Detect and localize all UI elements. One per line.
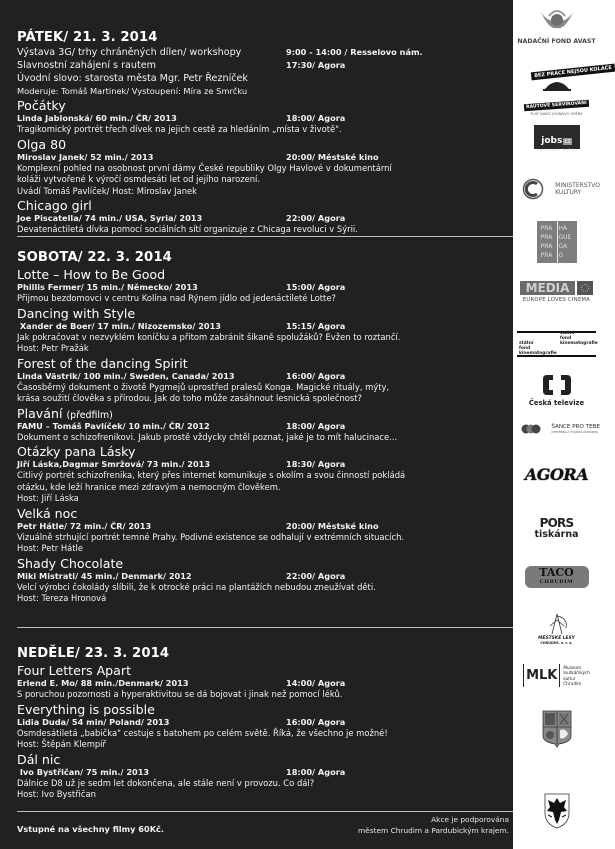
mlk-label: MLK [523, 664, 560, 687]
avast-label: NADAČNÍ FOND AVAST [517, 38, 596, 45]
agora-label: AGORA [524, 465, 589, 484]
day-saturday [17, 249, 513, 605]
film-time: 15:00/ Agora [286, 282, 346, 292]
coat-of-arms-icon [542, 710, 572, 748]
film-meta-row [17, 571, 513, 582]
film-meta: Joe Piscatella/ 74 min./ USA, Syria/ 2013 [17, 213, 203, 223]
praha-left: PRA [540, 243, 553, 250]
film-title: Dancing with Style [17, 305, 136, 321]
day-friday [17, 29, 513, 236]
praha-left: PRA [540, 225, 553, 232]
film-description: S poruchou pozornosti a hyperaktivitou se dá bojovat i jinak než pomocí léků. [17, 689, 343, 699]
film-time: 16:00/ Agora [286, 716, 346, 727]
sponsor-sidebar [513, 0, 613, 849]
logo-pardubicky-kraj [513, 710, 600, 748]
sfk-line: kinematografie [560, 341, 598, 346]
film-description: Přijmou bezdomovci v centru Kolína nad Rýnem jídlo od jedenáctileté Lotte? [17, 293, 336, 303]
film [17, 555, 513, 605]
lesy-line: MĚSTSKÉ LESY [538, 636, 575, 641]
logo-pors [513, 517, 600, 540]
support-note [358, 814, 509, 836]
film-title: Plavání [17, 405, 63, 421]
bez-prace-top: BEZ PRÁCE NEJSOU KOLÁČE [531, 64, 615, 81]
support-line: Akce je podporována [431, 815, 509, 824]
film-meta-row [17, 459, 513, 470]
divider [17, 627, 513, 628]
film-title: Four Letters Apart [17, 663, 132, 678]
logo-ministerstvo-kultury [513, 178, 600, 200]
bez-prace-sub: PLAT NAVÍC JOHNOVO ZVĚŘE [530, 112, 583, 116]
film-meta: Miroslav Janek/ 52 min./ 2013 [17, 151, 154, 162]
mk-text [555, 182, 600, 196]
taco-label: TACO [539, 566, 574, 579]
film-meta-row [17, 767, 513, 778]
admission-note: Vstupné na všechny filmy 60Kč. [17, 824, 165, 834]
cloche-icon [542, 77, 572, 91]
mlk-line: Muzeum [563, 664, 582, 670]
sance-label: ŠANCE PRO TEBE [551, 424, 600, 430]
bez-prace-main: RAUTOVÉ SERVÍROVÁNÍ [524, 100, 589, 112]
jobs-label: jobs [541, 136, 563, 146]
praha-left: PRA [540, 252, 553, 259]
eagle-crest-icon [544, 793, 570, 829]
film-meta-row [17, 421, 513, 432]
mlk-line: Chrudim [563, 680, 582, 686]
film [17, 97, 513, 136]
film [17, 751, 513, 801]
logo-chrudim [513, 793, 600, 829]
film-host: Host: Ivo Bystřičan [17, 789, 96, 799]
film-meta: FAMU – Tomáš Pavlíček/ 10 min./ ČR/ 2012 [17, 420, 210, 431]
film-title: Počátky [17, 98, 66, 113]
film [17, 355, 513, 405]
film-description: koláži vytvořené k výročí osmdesáti let od jejího narození. [17, 174, 261, 184]
day-title: NEDĚLE/ 23. 3. 2014 [17, 646, 170, 661]
pors-top: PORS [539, 516, 574, 530]
sfk-left [519, 341, 557, 356]
film [17, 266, 513, 305]
ct-label: Česká televize [528, 399, 585, 407]
film-time: 16:00/ Agora [286, 370, 346, 381]
sfk-line: státní [560, 331, 575, 336]
eu-stars-icon [577, 281, 593, 295]
jobs-sub: inspirujeme k úspěchu [536, 148, 577, 152]
film [17, 405, 513, 444]
film-title: Forest of the dancing Spirit [17, 355, 188, 371]
film-title: Otázky pana Lásky [17, 444, 136, 459]
taco-box [525, 566, 589, 588]
film-time: 22:00/ Agora [286, 570, 346, 581]
film-description: Velcí výrobci čokolády slíbili, že k otrocké práci na plantážích nebudou zneužívat děti. [17, 581, 376, 592]
praha-right: GA [558, 243, 568, 250]
film-description: Časosběrný dokument o životě Pygmejů uprostřed pralesů Konga. Magické rituály, mýty, [17, 381, 390, 392]
praha-left: PRA [540, 234, 553, 241]
film-description: Vizuálně strhující portrét temné Prahy. Podivné existence se odhalují v extrémních situacích. [17, 531, 405, 542]
film-meta-row [17, 113, 513, 124]
film-host: Uvádí Tomáš Pavlíček/ Host: Miroslav Janek [17, 185, 198, 196]
film-time: 14:00/ Agora [286, 678, 346, 688]
film-meta-row [17, 152, 513, 163]
film-title: Shady Chocolate [17, 555, 124, 571]
media-label: MEDIA [520, 281, 575, 295]
film-time: 18:00/ Agora [286, 113, 346, 123]
taco-sub: CHRUDIM [539, 579, 574, 585]
film-description: Tragikomický portrét třech dívek na jejich cestě za hledáním „místa v životě". [17, 124, 342, 134]
film-meta-row [17, 321, 513, 332]
film [17, 305, 513, 355]
sance-sub: OTEVŘENÁ A TVOŘIVÁ KOMUNITA [551, 430, 599, 434]
film-meta: Lidia Duda/ 54 min/ Poland/ 2013 [17, 716, 170, 727]
film-meta-row [17, 717, 513, 728]
film [17, 136, 513, 198]
day-title: PÁTEK/ 21. 3. 2014 [17, 30, 158, 45]
intro-line: Moderuje: Tomáš Martinek/ Vystoupení: Míra ze Smrčku [17, 86, 248, 96]
praha-right: G [558, 252, 564, 259]
film-time: 18:30/ Agora [286, 459, 346, 469]
praha-box [537, 221, 577, 263]
film-meta: Ivo Bystřičan/ 75 min./ 2013 [17, 766, 150, 777]
film-meta: Linda Västrik/ 100 min./ Sweden, Canada/ 2013 [17, 370, 235, 381]
film-description: Osmdesátiletá „babička" cestuje s batohem po celém světě. Říká, že všechno je možné! [17, 727, 388, 738]
film-meta-row [17, 213, 513, 224]
film-title: Lotte – How to Be Good [17, 267, 166, 282]
film-description: krása soužití člověka s přírodou. Jak do toho může zasáhnout lesnická společnost? [17, 393, 363, 403]
sfk-line: státní [519, 341, 534, 346]
film-host: Host: Štěpán Klempíř [17, 739, 106, 749]
logo-media [513, 281, 600, 303]
film [17, 443, 513, 505]
film-host: Host: Petr Pražák [17, 343, 89, 353]
film-time: 20:00/ Městské kino [286, 520, 379, 531]
mlk-text [563, 665, 590, 687]
sance-icon [521, 424, 541, 434]
intro-row [17, 46, 513, 59]
media-sub: EUROPE LOVES CINEMA [522, 297, 591, 303]
film-time: 22:00/ Agora [286, 213, 346, 223]
sfk-line: fond [560, 336, 572, 341]
logo-praha [513, 221, 600, 263]
film-title-row [17, 405, 513, 421]
film-meta-row [17, 521, 513, 532]
film-host: Host: Petr Hátle [17, 543, 84, 553]
film-meta: Phillis Fermer/ 15 min./ Německo/ 2013 [17, 282, 198, 292]
intro-event: Výstava 3G/ trhy chráněných dílen/ workshopy [17, 47, 242, 58]
film-meta-row [17, 371, 513, 382]
film-meta-row [17, 678, 513, 689]
film [17, 701, 513, 751]
day-title: SOBOTA/ 22. 3. 2014 [17, 250, 172, 265]
film-title: Everything is possible [17, 701, 155, 717]
day-sunday [17, 645, 513, 801]
film-time: 18:00/ Agora [286, 766, 346, 777]
film [17, 505, 513, 555]
intro-line: Úvodní slovo: starosta města Mgr. Petr Řezníček [17, 73, 248, 84]
mk-line: KULTURY [555, 189, 582, 196]
avast-icon [537, 8, 577, 34]
logo-avast [513, 8, 600, 45]
film-host: Host: Tereza Hronová [17, 593, 107, 603]
logo-jobs [513, 125, 600, 155]
film-meta: Linda Jablonská/ 60 min./ ČR/ 2013 [17, 113, 177, 123]
film [17, 197, 513, 236]
praha-right: HA [558, 225, 568, 232]
intro-time: 9:00 - 14:00 / Resselovo nám. [286, 47, 423, 57]
film-subtitle: (předfilm) [66, 409, 113, 421]
jobs-badge: cz [564, 138, 571, 145]
film-description: Citlivý portrét schizofrenika, který přes internet komunikuje s okolím a svou činností pokládá [17, 470, 406, 480]
jobs-box [534, 125, 580, 152]
logo-ceska-televize [513, 374, 600, 407]
praha-right: GUE [558, 234, 572, 241]
intro-time: 17:30/ Agora [286, 60, 346, 70]
film-meta: Petr Hátle/ 72 min./ ČR/ 2013 [17, 520, 152, 531]
film-meta: Xander de Boer/ 17 min./ Nizozemsko/ 2013 [17, 320, 221, 331]
lesy-line: CHRUDIM, s. r. o. [540, 641, 573, 645]
mlk-line: kultur [563, 675, 576, 681]
film-meta: Jiří Láska,Dagmar Smržová/ 73 min./ 2013 [17, 459, 211, 469]
film-description: Jak pokračovat v nezvyklém koníčku a přitom zabránit šikaně spolužáků? Evžen to roztančí. [17, 331, 401, 342]
mk-c-icon [522, 178, 544, 200]
film-title: Velká noc [17, 505, 78, 521]
support-line: městem Chrudim a Pardubickým krajem. [357, 826, 509, 835]
divider [17, 236, 513, 237]
film-title: Olga 80 [17, 136, 67, 152]
ct-icon [542, 374, 572, 396]
mk-line: MINISTERSTVO [555, 182, 600, 189]
film-title: Dál nic [17, 751, 61, 767]
film-meta-row [17, 282, 513, 293]
film-time: 15:15/ Agora [286, 320, 346, 331]
film [17, 662, 513, 701]
sfk-line: kinematografie [519, 351, 557, 356]
film-time: 18:00/ Agora [286, 420, 346, 431]
logo-mestske-lesy [513, 612, 600, 645]
logo-bez-prace [513, 58, 613, 116]
film-description: Devatenáctiletá dívka pomocí sociálních sítí organizuje z Chicaga revoluci v Sýrii. [17, 224, 358, 234]
sfk-line: fond [519, 346, 531, 351]
film-description: Dokument o schizofrenikovi. Jakub prostě vždycky chtěl poznat, jaké je to mít halucinace... [17, 431, 398, 442]
film-time: 20:00/ Městské kino [286, 151, 379, 162]
mlk-line: loutkářských [563, 670, 590, 676]
film-meta: Miki Mistrati/ 45 min./ Denmark/ 2012 [17, 570, 192, 581]
logo-taco [513, 566, 600, 588]
divider [17, 811, 513, 812]
film-host: Host: Jiří Láska [17, 493, 79, 503]
lesy-tree-icon [542, 612, 572, 636]
sfk-right [560, 331, 598, 346]
film-meta: Erlend E. Mo/ 88 min./Denmark/ 2013 [17, 678, 189, 688]
film-title: Chicago girl [17, 198, 92, 213]
intro-event: Slavnostní zahájení s rautem [17, 60, 157, 71]
logo-sance [513, 424, 600, 434]
logo-mlk [513, 664, 600, 687]
logo-agora [513, 465, 600, 484]
pors-bottom: tiskárna [534, 529, 579, 540]
logo-sfk [513, 331, 600, 357]
film-description: otázku, kde leží hranice mezi zdravým a nemocným člověkem. [17, 481, 281, 492]
film-description: Dálnice D8 už je sedm let dokončena, ale stále není v provozu. Co dál? [17, 777, 315, 788]
film-description: Komplexní pohled na osobnost první dámy České republiky Olgy Havlové v dokumentární [17, 162, 392, 173]
intro-row [17, 59, 513, 72]
